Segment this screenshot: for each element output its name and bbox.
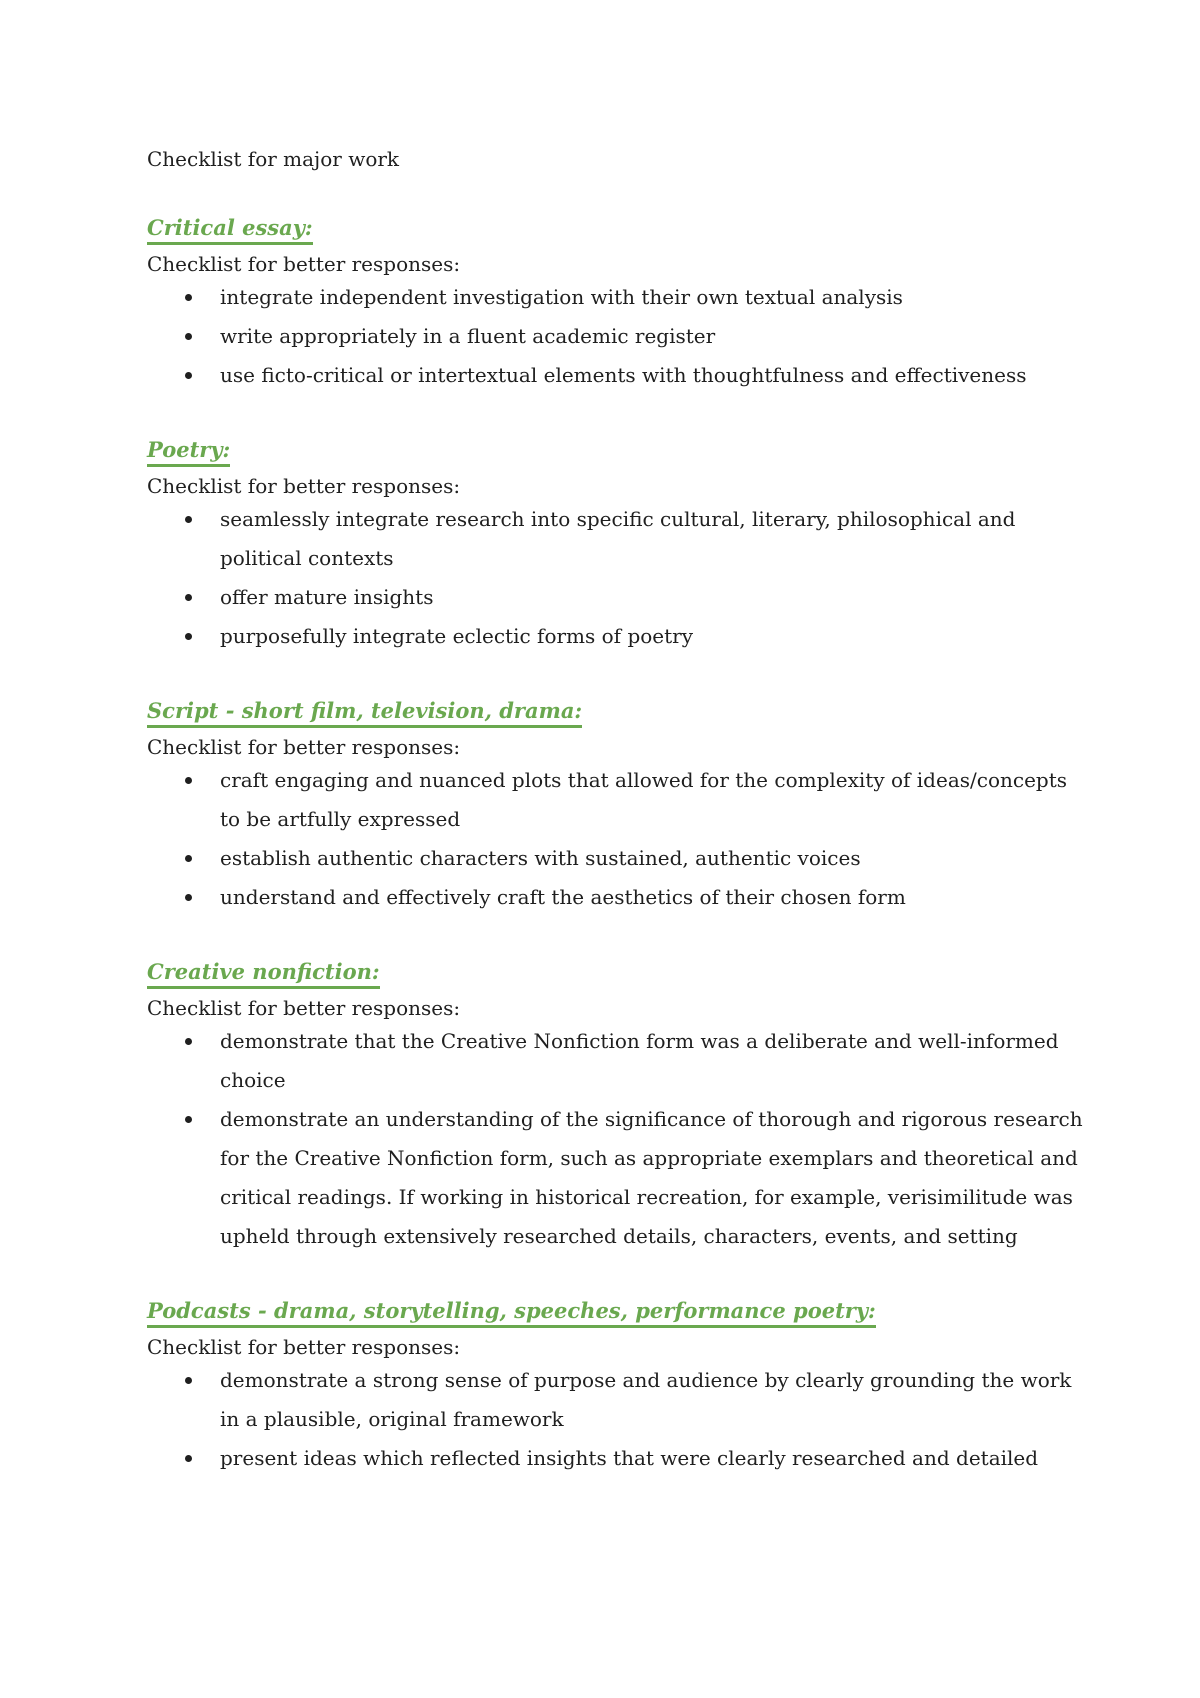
section-heading: Critical essay: bbox=[147, 214, 313, 245]
list-item-text: understand and effectively craft the aesthetics of their chosen form bbox=[220, 885, 906, 909]
list-item bbox=[147, 500, 1087, 578]
section-heading: Script - short film, television, drama: bbox=[147, 697, 582, 728]
list-item bbox=[147, 1022, 1087, 1100]
list-item bbox=[147, 578, 1087, 617]
list-item-text: demonstrate that the Creative Nonfiction form was a deliberate and well-informed choice bbox=[220, 1029, 1059, 1092]
checklist bbox=[147, 500, 1087, 656]
section-critical-essay bbox=[147, 173, 1087, 395]
list-item-text: demonstrate an understanding of the significance of thorough and rigorous research for the Creative Nonfiction form, such as appropriate exemplars and theoretical and critical readings. If working in historical recreation, for example, verisimilitude was upheld through extensively researched details, characters, events, and setting bbox=[220, 1107, 1083, 1248]
list-item-text: offer mature insights bbox=[220, 585, 434, 609]
section-creative-nonfiction bbox=[147, 917, 1087, 1256]
section-subtitle: Checklist for better responses: bbox=[147, 735, 461, 759]
list-item-text: present ideas which reflected insights that were clearly researched and detailed bbox=[220, 1446, 1039, 1470]
section-subtitle: Checklist for better responses: bbox=[147, 996, 461, 1020]
bullet-icon bbox=[185, 294, 192, 301]
list-item bbox=[147, 839, 1087, 878]
checklist bbox=[147, 761, 1087, 917]
document-page bbox=[147, 145, 1087, 1478]
list-item bbox=[147, 278, 1087, 317]
bullet-icon bbox=[185, 633, 192, 640]
bullet-icon bbox=[185, 1377, 192, 1384]
checklist bbox=[147, 1022, 1087, 1256]
list-item-text: demonstrate a strong sense of purpose and audience by clearly grounding the work in a plausible, original framework bbox=[220, 1368, 1072, 1431]
list-item bbox=[147, 761, 1087, 839]
list-item bbox=[147, 317, 1087, 356]
section-subtitle: Checklist for better responses: bbox=[147, 474, 461, 498]
list-item-text: write appropriately in a fluent academic register bbox=[220, 324, 716, 348]
section-podcasts bbox=[147, 1256, 1087, 1478]
list-item-text: use ficto-critical or intertextual elements with thoughtfulness and effectiveness bbox=[220, 363, 1027, 387]
checklist bbox=[147, 278, 1087, 395]
document-title: Checklist for major work bbox=[147, 147, 400, 171]
bullet-icon bbox=[185, 777, 192, 784]
bullet-icon bbox=[185, 516, 192, 523]
section-heading: Poetry: bbox=[147, 436, 230, 467]
bullet-icon bbox=[185, 333, 192, 340]
bullet-icon bbox=[185, 855, 192, 862]
list-item-text: establish authentic characters with sustained, authentic voices bbox=[220, 846, 861, 870]
list-item-text: seamlessly integrate research into specific cultural, literary, philosophical and political contexts bbox=[220, 507, 1016, 570]
list-item bbox=[147, 356, 1087, 395]
list-item bbox=[147, 878, 1087, 917]
bullet-icon bbox=[185, 1038, 192, 1045]
bullet-icon bbox=[185, 1116, 192, 1123]
checklist bbox=[147, 1361, 1087, 1478]
list-item bbox=[147, 1100, 1087, 1256]
section-subtitle: Checklist for better responses: bbox=[147, 1335, 461, 1359]
section-heading: Creative nonfiction: bbox=[147, 958, 380, 989]
list-item-text: craft engaging and nuanced plots that allowed for the complexity of ideas/concepts to be artfully expressed bbox=[220, 768, 1068, 831]
list-item-text: purposefully integrate eclectic forms of poetry bbox=[220, 624, 694, 648]
list-item bbox=[147, 617, 1087, 656]
bullet-icon bbox=[185, 894, 192, 901]
section-script bbox=[147, 656, 1087, 917]
section-poetry bbox=[147, 395, 1087, 656]
bullet-icon bbox=[185, 1455, 192, 1462]
list-item bbox=[147, 1361, 1087, 1439]
section-heading: Podcasts - drama, storytelling, speeches, performance poetry: bbox=[147, 1297, 876, 1328]
list-item bbox=[147, 1439, 1087, 1478]
bullet-icon bbox=[185, 594, 192, 601]
section-subtitle: Checklist for better responses: bbox=[147, 252, 461, 276]
list-item-text: integrate independent investigation with their own textual analysis bbox=[220, 285, 903, 309]
bullet-icon bbox=[185, 372, 192, 379]
